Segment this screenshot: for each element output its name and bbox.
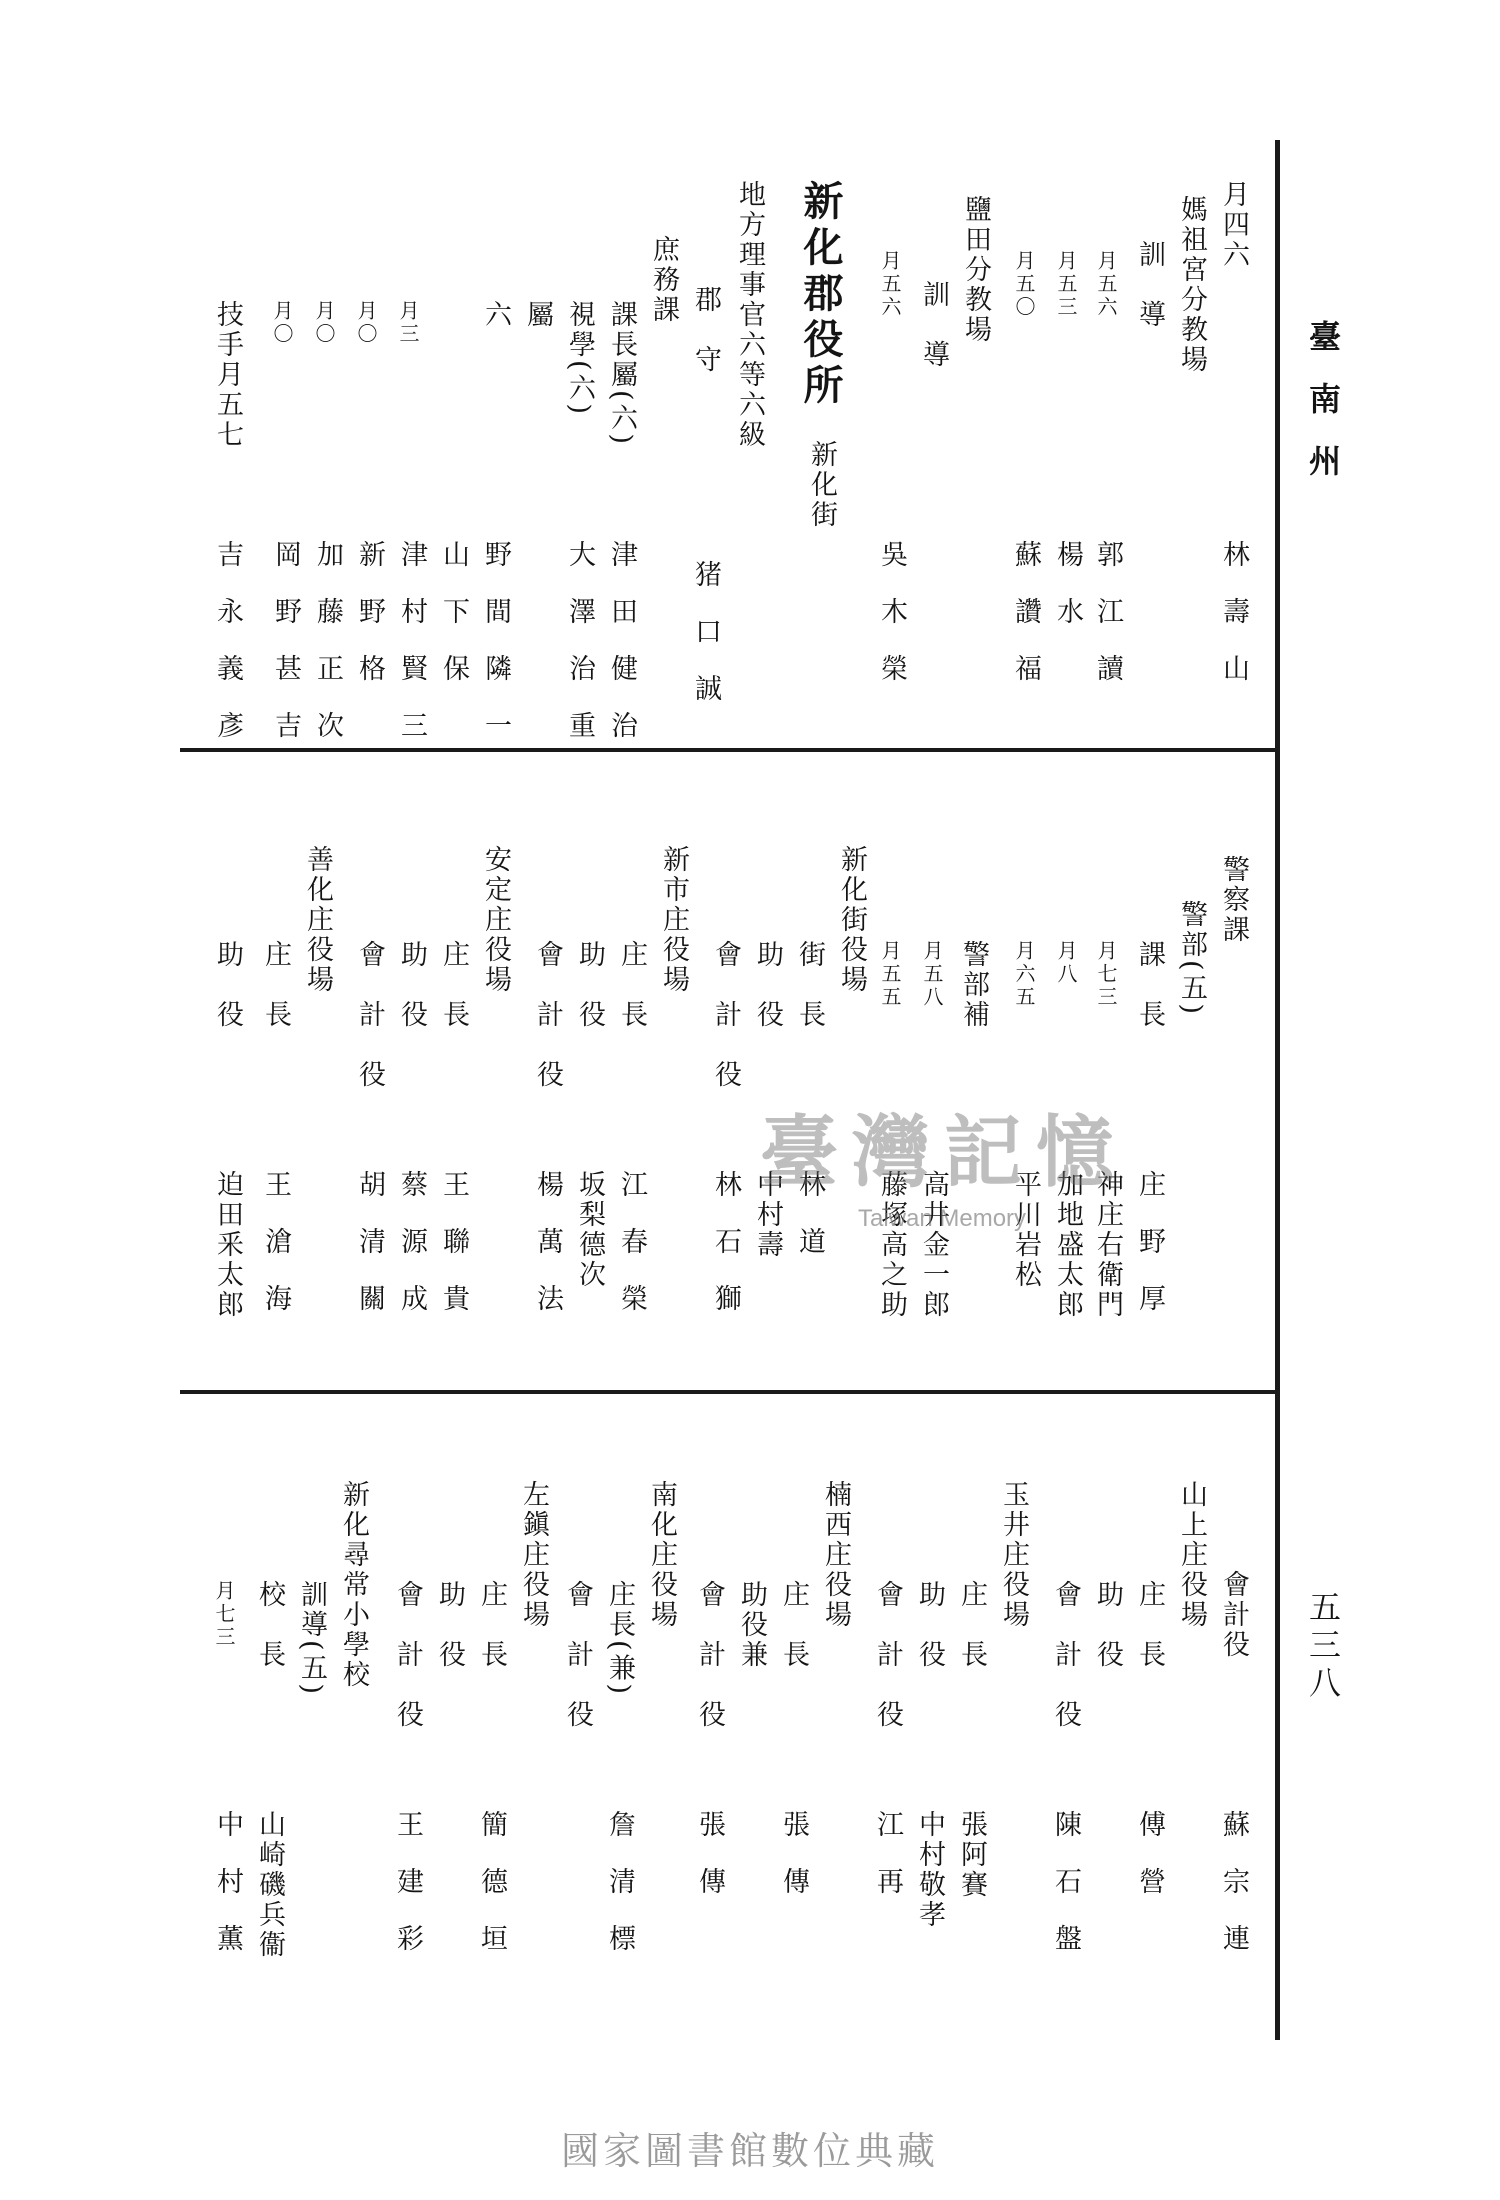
entry-label: 助役兼 (736, 1580, 767, 1670)
entry-label: 會 計 役 (532, 940, 563, 1090)
entry-name: 中村薫 (212, 1810, 243, 1981)
entry-label: 月五三 (1054, 250, 1078, 319)
entry-label: 校 長 (254, 1580, 285, 1670)
entry-label: 月四六 (1218, 180, 1249, 270)
entry-label: 助 役 (752, 940, 783, 1030)
entry-name: 中村敬孝 (914, 1810, 945, 1930)
entry-label: 警部(五) (1176, 900, 1207, 1018)
entry-name: 林石獅 (710, 1170, 741, 1341)
entry-name: 新野格 (354, 540, 385, 711)
entry-label: 助 役 (914, 1580, 945, 1670)
section-heading: 安定庄役場 (480, 845, 511, 995)
entry-label: 地方理事官六等六級 (734, 180, 765, 450)
entry-label: 月三 (396, 300, 420, 346)
section-heading: 楠西庄役場 (820, 1480, 851, 1630)
entry-label: 月五六 (1094, 250, 1118, 319)
section-heading: 玉井庄役場 (998, 1480, 1029, 1630)
entry-label: 會 計 役 (392, 1580, 423, 1730)
entry-label: 庄 長 (438, 940, 469, 1030)
entry-label: 視學(六) (564, 300, 595, 418)
entry-label: 庄長(兼) (604, 1580, 635, 1698)
entry-name: 郭江讀 (1092, 540, 1123, 711)
section-heading: 庶務課 (648, 235, 679, 325)
entry-name: 迫田釆太郎 (212, 1170, 243, 1320)
entry-label: 助 役 (212, 940, 243, 1030)
entry-label: 庄 長 (616, 940, 647, 1030)
watermark-logo-subtitle: Taiwan Memory (858, 1205, 1027, 1232)
section-heading: 鹽田分教場 (960, 195, 991, 345)
section-heading: 善化庄役場 (302, 845, 333, 995)
entry-name: 王聯貴 (438, 1170, 469, 1341)
entry-label: 警部補 (958, 940, 989, 1030)
entry-label: 庄 長 (956, 1580, 987, 1670)
office-title: 新化郡役所 (797, 180, 844, 410)
entry-label: 助 役 (574, 940, 605, 1030)
entry-label: 月五五 (878, 940, 902, 1009)
entry-name: 山下保 (438, 540, 469, 711)
page-number: 五三八 (1304, 1590, 1342, 1704)
entry-name: 藤塚高之助 (876, 1170, 907, 1320)
entry-label: 庄 長 (778, 1580, 809, 1670)
entry-label: 庄 長 (476, 1580, 507, 1670)
entry-name: 詹清標 (604, 1810, 635, 1981)
section-heading: 媽祖宮分教場 (1176, 195, 1207, 375)
entry-name: 簡德垣 (476, 1810, 507, 1981)
entry-name: 猪口誠 (690, 560, 721, 731)
entry-name: 中村壽 (752, 1170, 783, 1260)
entry-label: 訓 導 (918, 280, 949, 370)
page-header: 臺南州 (1304, 320, 1342, 506)
entry-name: 吳木榮 (876, 540, 907, 711)
entry-name: 林壽山 (1218, 540, 1249, 711)
section-heading: 警察課 (1218, 855, 1249, 945)
entry-name: 津村賢三 (396, 540, 427, 768)
section-heading: 左鎭庄役場 (518, 1480, 549, 1630)
section-heading: 新化街役場 (836, 845, 867, 995)
entry-name: 江再 (872, 1810, 903, 1924)
entry-label: 月七三 (1094, 940, 1118, 1009)
entry-name: 楊萬法 (532, 1170, 563, 1341)
entry-label: 會 計 役 (710, 940, 741, 1090)
entry-name: 蘇讚福 (1010, 540, 1041, 711)
entry-label: 月六五 (1012, 940, 1036, 1009)
entry-name: 傅營 (1134, 1810, 1165, 1924)
entry-name: 楊水 (1052, 540, 1083, 654)
entry-label: 月五八 (920, 940, 944, 1009)
entry-label: 月〇 (354, 300, 378, 346)
entry-label: 課 長 (1134, 940, 1165, 1030)
entry-label: 訓導(五) (296, 1580, 327, 1698)
entry-name: 張阿賽 (956, 1810, 987, 1900)
entry-name: 胡清關 (354, 1170, 385, 1341)
entry-name: 蔡源成 (396, 1170, 427, 1341)
entry-name: 加藤正次 (312, 540, 343, 768)
entry-label: 課長屬(六) (606, 300, 637, 448)
entry-label: 六 (480, 300, 511, 330)
entry-label: 會 計 役 (354, 940, 385, 1090)
entry-label: 庄 長 (260, 940, 291, 1030)
entry-label: 技手月五七 (212, 300, 243, 450)
section-heading: 南化庄役場 (646, 1480, 677, 1630)
watermark-logo: 臺灣記憶 (760, 1107, 1129, 1198)
entry-name: 陳石盤 (1050, 1810, 1081, 1981)
entry-label: 助 役 (434, 1580, 465, 1670)
entry-name: 江春榮 (616, 1170, 647, 1341)
entry-label: 月〇 (270, 300, 294, 346)
entry-name: 庄野厚 (1134, 1170, 1165, 1341)
entry-name: 野間隣一 (480, 540, 511, 768)
entry-label: 會 計 役 (562, 1580, 593, 1730)
entry-label: 會 計 役 (872, 1580, 903, 1730)
entry-name: 王建彩 (392, 1810, 423, 1981)
entry-name: 岡野甚吉 (270, 540, 301, 768)
entry-name: 林道 (794, 1170, 825, 1284)
entry-name: 蘇宗連 (1218, 1810, 1249, 1981)
entry-label: 庄 長 (1134, 1580, 1165, 1670)
entry-name: 津田健治 (606, 540, 637, 768)
office-location: 新化街 (806, 440, 837, 530)
section-heading: 山上庄役場 (1176, 1480, 1207, 1630)
entry-name: 大澤治重 (564, 540, 595, 768)
footer-credit: 國家圖書館數位典藏 (560, 2129, 939, 2173)
section-heading: 新化尋常小學校 (338, 1480, 369, 1690)
entry-name: 張傳 (778, 1810, 809, 1924)
entry-label: 月〇 (312, 300, 336, 346)
entry-label: 月八 (1054, 940, 1078, 986)
entry-label: 助 役 (396, 940, 427, 1030)
entry-label: 屬 (522, 300, 553, 330)
entry-name: 加地盛太郎 (1052, 1170, 1083, 1320)
entry-name: 高井金一郎 (918, 1170, 949, 1320)
entry-label: 月五〇 (1012, 250, 1036, 319)
entry-label: 訓 導 (1134, 240, 1165, 330)
entry-label: 會 計 役 (694, 1580, 725, 1730)
horizontal-rule (180, 1390, 1275, 1394)
vertical-rule (1275, 140, 1280, 2040)
entry-name: 坂梨德次 (574, 1170, 605, 1290)
entry-label: 助 役 (1092, 1580, 1123, 1670)
entry-name: 神庄右衛門 (1092, 1170, 1123, 1320)
entry-label: 郡 守 (690, 285, 721, 375)
horizontal-rule (180, 748, 1275, 752)
entry-name: 平川岩松 (1010, 1170, 1041, 1290)
entry-label: 月七三 (212, 1580, 236, 1649)
entry-name: 吉永義彥 (212, 540, 243, 768)
entry-name: 張傳 (694, 1810, 725, 1924)
entry-label: 會 計 役 (1050, 1580, 1081, 1730)
entry-label: 街 長 (794, 940, 825, 1030)
entry-name: 王滄海 (260, 1170, 291, 1341)
section-heading: 新市庄役場 (658, 845, 689, 995)
entry-name: 山崎磯兵衞 (254, 1810, 285, 1960)
entry-label: 會計役 (1218, 1570, 1249, 1660)
entry-label: 月五六 (878, 250, 902, 319)
